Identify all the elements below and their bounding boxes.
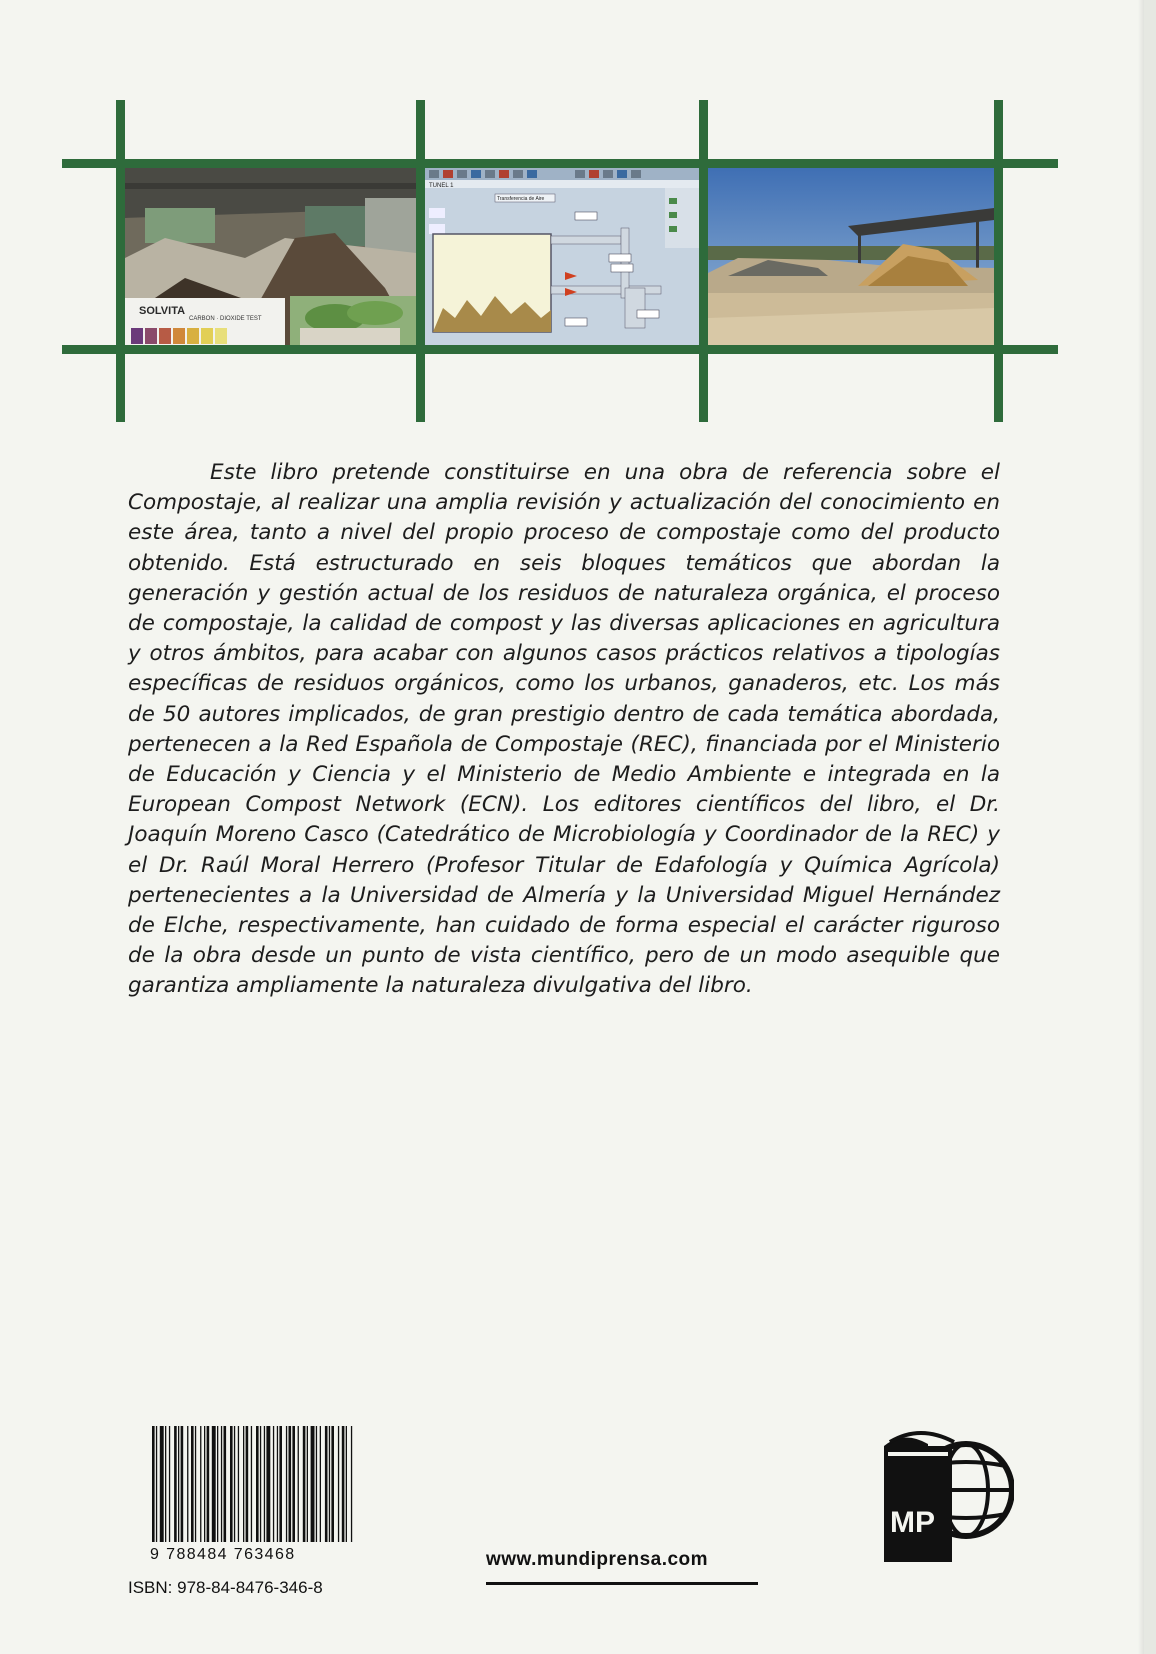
publisher-logo xyxy=(880,1420,1014,1566)
barcode-bar xyxy=(221,1426,222,1542)
barcode-bar xyxy=(289,1426,292,1542)
barcode-bar xyxy=(224,1426,227,1542)
barcode-bar xyxy=(187,1426,188,1542)
frame-vertical-3 xyxy=(699,100,708,422)
barcode-bar xyxy=(307,1426,308,1542)
barcode-bar xyxy=(152,1426,155,1542)
frame-horizontal-bottom xyxy=(62,345,1058,354)
barcode-bar xyxy=(329,1426,330,1542)
barcode-bar xyxy=(338,1426,339,1542)
frame-vertical-1 xyxy=(116,100,125,422)
barcode-bar xyxy=(286,1426,287,1542)
barcode-bar xyxy=(217,1426,218,1542)
barcode-bar xyxy=(195,1426,196,1542)
barcode-bar xyxy=(273,1426,274,1542)
page-edge xyxy=(1144,0,1156,1654)
logo-text: MP xyxy=(890,1506,935,1539)
barcode-bar xyxy=(246,1426,249,1542)
barcode-bar xyxy=(342,1426,345,1542)
barcode-bar xyxy=(234,1426,235,1542)
isbn: ISBN: 978-84-8476-346-8 xyxy=(128,1578,323,1597)
barcode-bar xyxy=(200,1426,201,1542)
barcode-bar xyxy=(238,1426,239,1542)
frame-vertical-2 xyxy=(416,100,425,422)
barcode-bar xyxy=(292,1426,295,1542)
barcode-bar xyxy=(279,1426,282,1542)
barcode-bar xyxy=(331,1426,334,1542)
barcode-bar xyxy=(311,1426,315,1542)
book-description xyxy=(128,458,1000,1002)
barcode xyxy=(150,1426,356,1542)
photo-composting-hall xyxy=(125,168,416,345)
barcode-bar xyxy=(351,1426,352,1542)
barcode-bar xyxy=(325,1426,328,1542)
barcode-bar xyxy=(346,1426,347,1542)
barcode-bar xyxy=(243,1426,244,1542)
barcode-bar xyxy=(230,1426,233,1542)
barcode-bar xyxy=(251,1426,252,1542)
website-underline xyxy=(486,1582,758,1585)
photo-control-software xyxy=(425,168,699,345)
solvita-sublabel: CARBON · DIOXIDE TEST xyxy=(189,316,262,322)
barcode-bar xyxy=(160,1426,164,1542)
barcode-bar xyxy=(207,1426,210,1542)
barcode-bar xyxy=(316,1426,317,1542)
barcode-bar xyxy=(191,1426,194,1542)
barcode-bar xyxy=(303,1426,306,1542)
barcode-bar xyxy=(181,1426,184,1542)
barcode-digits: 9 788484 763468 xyxy=(150,1546,296,1563)
description-paragraph: Este libro pretende constituirse en una obra de referencia sobre el Compostaje, al realizar una amplia revisión y actualización del conocimiento en este área, tanto a nivel del propio proceso de compostaje como del producto obtenido. Está estructurado en seis bloques temáticos que abordan la generación y gestión actual de los residuos de naturaleza orgánica, el proceso de compostaje, la calidad de compost y las diversas aplicaciones en agricultura y otros ámbitos, para acabar con algunos casos prácticos relativos a tipologías específicas de residuos orgánicos, como los urbanos, ganaderos, etc. Los más de 50 autores implicados, de gran prestigio dentro de cada temática abordada, pertenecen a la Red Española de Compostaje (REC), financiada por el Ministerio de Educación y Ciencia y el Ministerio de Medio Ambiente e integrada en la European Compost Network (ECN). Los editores científicos del libro, el Dr. Joaquín Moreno Casco (Catedrático de Microbiología y Coordinador de la REC) y el Dr. Raúl Moral Herrero (Profesor Titular de Edafología y Química Agrícola) pertenecientes a la Universidad de Almería y la Universidad Miguel Hernández de Elche, respectivamente, han cuidado de forma especial el carácter riguroso de la obra desde un punto de vista científico, pero de un modo asequible que garantiza ampliamente la naturaleza divulgativa del libro. xyxy=(128,460,1000,999)
barcode-bar xyxy=(204,1426,205,1542)
barcode-bar xyxy=(277,1426,278,1542)
barcode-bar xyxy=(169,1426,170,1542)
barcode-bar xyxy=(174,1426,177,1542)
barcode-bar xyxy=(264,1426,265,1542)
publisher-website: www.mundiprensa.com xyxy=(486,1549,709,1570)
barcode-bar xyxy=(320,1426,321,1542)
scada-button: Transferencia de Aire xyxy=(497,196,545,202)
barcode-bar xyxy=(256,1426,259,1542)
photo-outdoor-compost xyxy=(708,168,994,345)
barcode-bar xyxy=(212,1426,216,1542)
barcode-bar xyxy=(266,1426,270,1542)
frame-horizontal-top xyxy=(62,159,1058,168)
barcode-bar xyxy=(156,1426,157,1542)
barcode-bar xyxy=(260,1426,261,1542)
barcode-bar xyxy=(178,1426,179,1542)
barcode-bar xyxy=(165,1426,166,1542)
frame-vertical-4 xyxy=(994,100,1003,422)
barcode-bar xyxy=(298,1426,299,1542)
solvita-label: SOLVITA xyxy=(139,305,186,317)
scada-header: TUNEL 1 xyxy=(429,183,454,189)
